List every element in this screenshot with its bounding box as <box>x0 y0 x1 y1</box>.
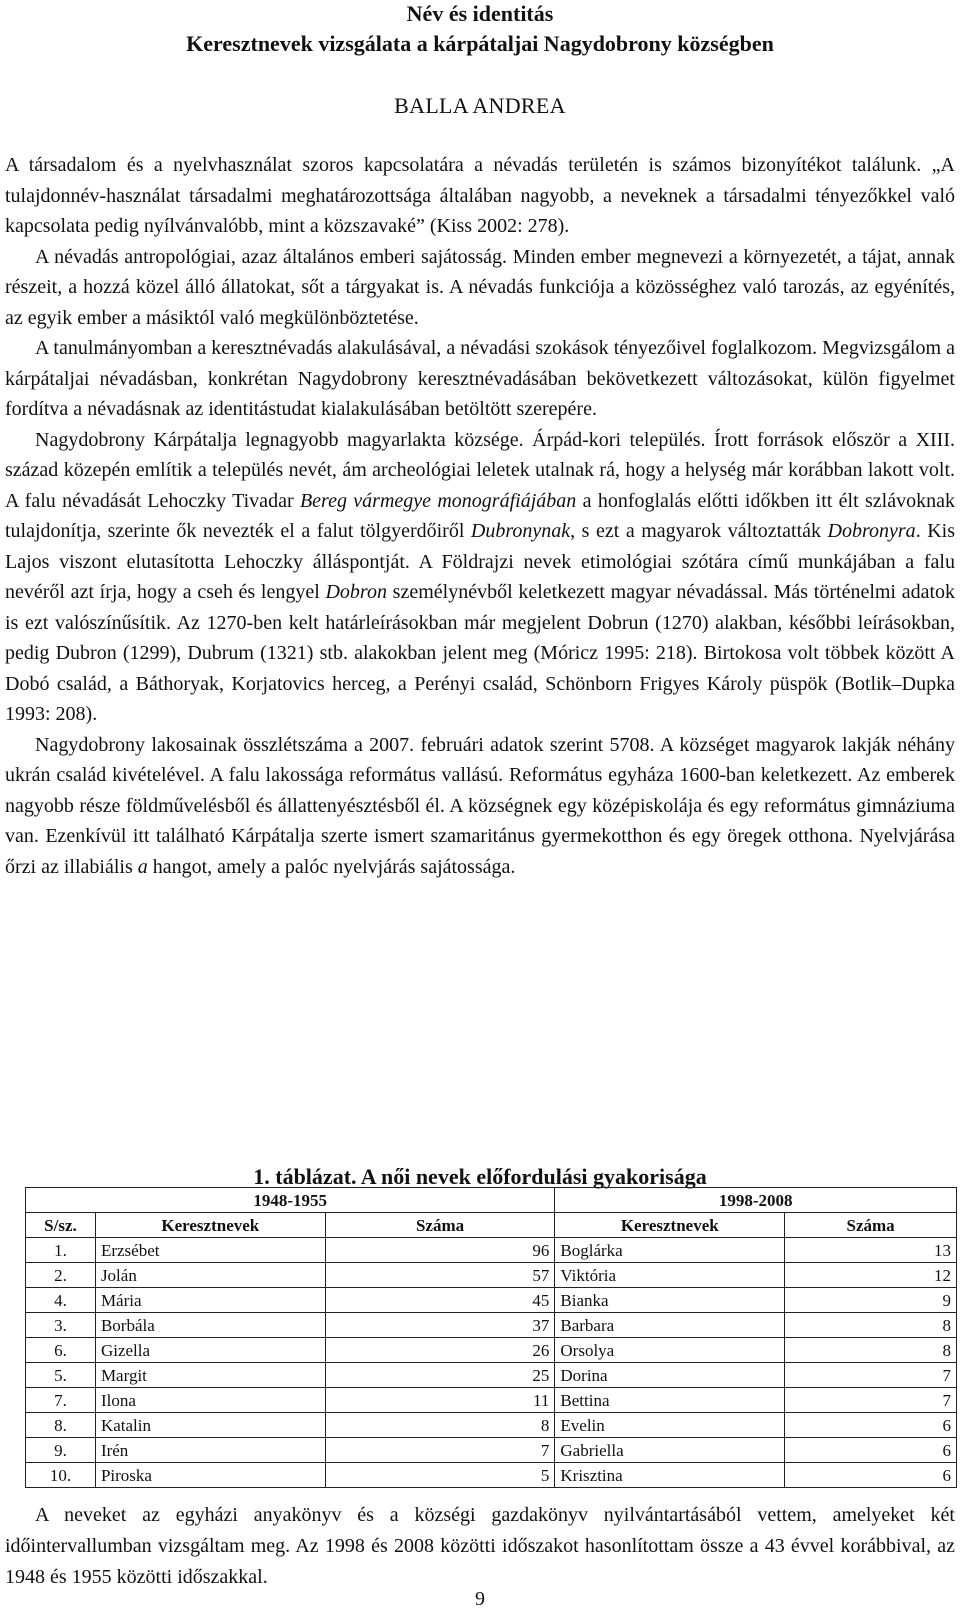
name-1998-cell: Evelin <box>555 1413 785 1438</box>
paragraph-text: Nagydobrony Kárpátalja legnagyobb magyarlakta községe. Árpád-kori település. Írott források először a XIII. század közepén említik a település nevét, ám archeológiai leletek utalnak rá, hogy a helység már korábban lakott volt. A falu névadását Lehoczky Tivadar <box>5 428 955 512</box>
paragraph-text: hangot, amely a palóc nyelvjárás sajátossága. <box>147 855 516 878</box>
col-header-count-1: Száma <box>325 1213 555 1238</box>
table-row <box>26 1463 957 1488</box>
name-1998-cell: Dorina <box>555 1363 785 1388</box>
row-index-cell: 2. <box>26 1263 96 1288</box>
row-index-cell: 3. <box>26 1313 96 1338</box>
name-1948-cell: Gizella <box>95 1338 325 1363</box>
count-1948-cell: 7 <box>325 1438 555 1463</box>
body-text <box>5 150 955 882</box>
name-1948-cell: Ilona <box>95 1388 325 1413</box>
paragraph-text: A tanulmányomban a keresztnévadás alakulásával, a névadási szokások tényezőivel foglalkozom. Megvizsgálom a kárpátaljai névadásban, konkrétan Nagydobrony keresztnévadásában bekövetkezett változásokat, külön figyelmet fordítva a névadásnak az identitástudat kialakulásában betöltött szerepére. <box>5 337 955 420</box>
count-1948-cell: 96 <box>325 1238 555 1263</box>
body-paragraph <box>5 333 955 425</box>
row-index-cell: 1. <box>26 1238 96 1263</box>
count-1998-cell: 7 <box>785 1388 957 1413</box>
body-paragraph <box>5 730 955 883</box>
paragraph-text: a honfoglalás előtti időkben itt élt szlávoknak tulajdonítja, szerinte ők nevezték el a falut tölgyerdőiről <box>5 489 955 542</box>
name-1948-cell: Irén <box>95 1438 325 1463</box>
row-index-cell: 8. <box>26 1413 96 1438</box>
table-row <box>26 1288 957 1313</box>
count-1948-cell: 5 <box>325 1463 555 1488</box>
name-1998-cell: Barbara <box>555 1313 785 1338</box>
name-1998-cell: Bettina <box>555 1388 785 1413</box>
count-1948-cell: 37 <box>325 1313 555 1338</box>
name-1948-cell: Margit <box>95 1363 325 1388</box>
period-header-row <box>26 1188 957 1213</box>
count-1948-cell: 26 <box>325 1338 555 1363</box>
section-title: Név és identitás <box>406 1 554 26</box>
col-header-names-2: Keresztnevek <box>555 1213 785 1238</box>
name-1998-cell: Krisztina <box>555 1463 785 1488</box>
col-header-index: S/sz. <box>26 1213 96 1238</box>
table-row <box>26 1238 957 1263</box>
count-1998-cell: 7 <box>785 1363 957 1388</box>
table-row <box>26 1388 957 1413</box>
col-header-names-1: Keresztnevek <box>95 1213 325 1238</box>
column-header-row <box>26 1213 957 1238</box>
count-1948-cell: 57 <box>325 1263 555 1288</box>
count-1998-cell: 12 <box>785 1263 957 1288</box>
name-1948-cell: Borbála <box>95 1313 325 1338</box>
italic-text: Dobron <box>325 581 387 603</box>
table-body <box>26 1238 957 1488</box>
name-1998-cell: Bianka <box>555 1288 785 1313</box>
period1-header: 1948-1955 <box>26 1188 555 1213</box>
name-1948-cell: Jolán <box>95 1263 325 1288</box>
period2-header: 1998-2008 <box>555 1188 957 1213</box>
author-name: BALLA ANDREA <box>394 93 566 118</box>
body-paragraph <box>5 150 955 242</box>
italic-text: Dubronynak <box>470 520 571 542</box>
name-1948-cell: Piroska <box>95 1463 325 1488</box>
name-1948-cell: Erzsébet <box>95 1238 325 1263</box>
count-1948-cell: 45 <box>325 1288 555 1313</box>
page-number: 9 <box>475 1588 485 1610</box>
table-row <box>26 1413 957 1438</box>
row-index-cell: 10. <box>26 1463 96 1488</box>
row-index-cell: 4. <box>26 1288 96 1313</box>
paragraph-text: A társadalom és a nyelvhasználat szoros kapcsolatára a névadás területén is számos bizonyítékot találunk. „A tulajdonnév-használat társadalmi meghatározottsága általában nagyobb, a neveknek a társadalmi tényezőkkel való kapcsolata pedig nyílvánvalóbb, mint a közszavaké” (Kiss 2002: 278). <box>5 154 955 237</box>
name-1998-cell: Gabriella <box>555 1438 785 1463</box>
italic-text: Bereg vármegye monográfiájában <box>299 489 577 512</box>
italic-text: Dobronyra <box>827 520 916 542</box>
body-paragraph <box>5 242 955 334</box>
after-table-text <box>5 1500 955 1593</box>
row-index-cell: 6. <box>26 1338 96 1363</box>
name-1948-cell: Katalin <box>95 1413 325 1438</box>
article-title: Keresztnevek vizsgálata a kárpátaljai Nagydobrony községben <box>186 31 774 56</box>
count-1998-cell: 8 <box>785 1313 957 1338</box>
paragraph-text: A névadás antropológiai, azaz általános emberi sajátosság. Minden ember megnevezi a környezetét, a tájat, annak részeit, a hozzá közel álló állatokat, sőt a tárgyakat is. A névadás funkciója a közösséghez való tarozás, az egyénítés, az egyik ember a másiktól való megkülönböztetése. <box>5 245 955 329</box>
paragraph-text: , s ezt a magyarok változtatták <box>570 520 828 542</box>
table-row <box>26 1313 957 1338</box>
row-index-cell: 5. <box>26 1363 96 1388</box>
name-1998-cell: Orsolya <box>555 1338 785 1363</box>
table-row <box>26 1263 957 1288</box>
name-1998-cell: Viktória <box>555 1263 785 1288</box>
table-row <box>26 1338 957 1363</box>
body-paragraph <box>5 425 955 730</box>
col-header-count-2: Száma <box>785 1213 957 1238</box>
count-1998-cell: 6 <box>785 1438 957 1463</box>
name-1998-cell: Boglárka <box>555 1238 785 1263</box>
count-1998-cell: 13 <box>785 1238 957 1263</box>
count-1948-cell: 25 <box>325 1363 555 1388</box>
count-1948-cell: 11 <box>325 1388 555 1413</box>
row-index-cell: 9. <box>26 1438 96 1463</box>
table-title: 1. táblázat. A női nevek előfordulási gyakorisága <box>253 1164 707 1189</box>
paragraph-text: Nagydobrony lakosainak összlétszáma a 2007. februári adatok szerint 5708. A községet magyarok lakják néhány ukrán család kivételével. A falu lakossága református vallású. Református egyháza 1600-ban keletkezett. Az emberek nagyobb része földművelésből és állattenyésztésből él. A községnek egy középiskolája és egy református gimnáziuma van. Ezenkívül itt található Kárpátalja szerte ismert szamaritánus gyermekotthon és egy öregek otthona. Nyelvjárása őrzi az illabiális <box>5 733 955 878</box>
count-1948-cell: 8 <box>325 1413 555 1438</box>
count-1998-cell: 9 <box>785 1288 957 1313</box>
name-1948-cell: Mária <box>95 1288 325 1313</box>
after-table-paragraph: A neveket az egyházi anyakönyv és a községi gazdakönyv nyilvántartásából vettem, amelyeket két időintervallumban vizsgáltam meg. Az 1998 és 2008 közötti időszakot hasonlítottam össze a 43 évvel korábbival, az 1948 és 1955 közötti időszakkal. <box>5 1504 955 1588</box>
count-1998-cell: 6 <box>785 1463 957 1488</box>
table-row <box>26 1363 957 1388</box>
paragraph-text: személynévből keletkezett magyar névadással. Más történelmi adatok is ezt valószínűsítik. Az 1270-ben kelt határleírásokban már megjelent Dobrun (1270) alakban, későbbi leírásokban, pedig Dubron (1299), Dubrum (1321) stb. alakokban jelent meg (Móricz 1995: 218). Birtokosa volt többek között A Dobó család, a Báthoryak, Korjatovics herceg, a Perényi család, Schönborn Frigyes Károly püspök (Botlik–Dupka 1993: 208). <box>5 581 956 725</box>
count-1998-cell: 8 <box>785 1338 957 1363</box>
table-row <box>26 1438 957 1463</box>
names-frequency-table <box>25 1187 957 1488</box>
paragraph-text: . Kis Lajos viszont elutasította Lehoczky álláspontját. A Földrajzi nevek etimológiai szótára című munkájában a falu nevéről azt írja, hogy a cseh és lengyel <box>5 520 955 603</box>
italic-text: a <box>137 855 148 878</box>
row-index-cell: 7. <box>26 1388 96 1413</box>
count-1998-cell: 6 <box>785 1413 957 1438</box>
